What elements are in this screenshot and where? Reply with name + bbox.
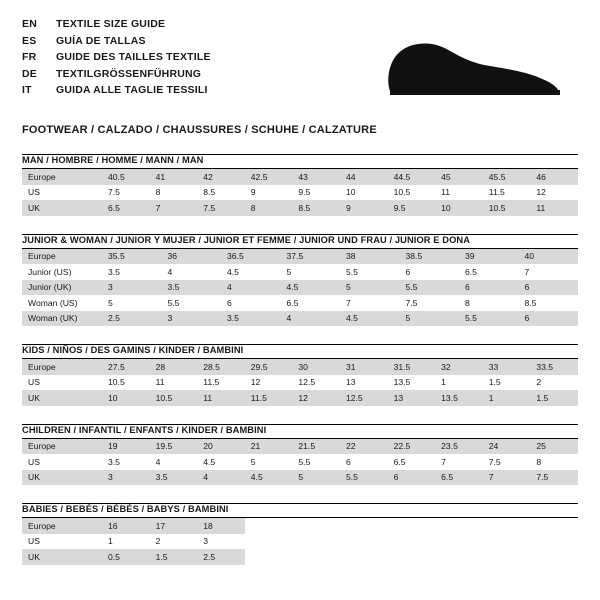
language-code: EN (22, 18, 37, 30)
cell: 43 (292, 169, 340, 185)
block-title: CHILDREN / INFANTIL / ENFANTS / KINDER / BAMBINI (22, 424, 267, 435)
row-label: Junior (US) (22, 264, 102, 280)
row-label: Europe (22, 518, 102, 534)
table-row (22, 200, 578, 216)
cell: 42.5 (245, 169, 293, 185)
cell: 4.5 (245, 470, 293, 486)
cell: 10 (435, 200, 483, 216)
cell: 6.5 (435, 470, 483, 486)
cell: 6 (400, 264, 460, 280)
cell: 41 (150, 169, 198, 185)
cell: 4.5 (197, 454, 245, 470)
cell: 3.5 (150, 470, 198, 486)
cell-empty (530, 534, 578, 550)
cell: 5.5 (459, 311, 519, 327)
cell: 7.5 (483, 454, 531, 470)
cell: 22 (340, 439, 388, 455)
cell: 1.5 (530, 390, 578, 406)
cell: 4.5 (281, 280, 341, 296)
cell: 29.5 (245, 359, 293, 375)
cell: 46 (530, 169, 578, 185)
cell-empty (435, 534, 483, 550)
cell: 44 (340, 169, 388, 185)
table-row (22, 249, 578, 265)
cell: 10 (102, 390, 150, 406)
cell: 27.5 (102, 359, 150, 375)
table-row (22, 534, 578, 550)
cell-empty (292, 534, 340, 550)
cell-empty (340, 518, 388, 534)
row-label: Europe (22, 249, 102, 265)
cell: 9 (245, 185, 293, 201)
cell: 5.5 (400, 280, 460, 296)
cell: 11.5 (197, 375, 245, 391)
cell: 8 (459, 295, 519, 311)
cell: 20 (197, 439, 245, 455)
table-row (22, 518, 578, 534)
cell: 8 (150, 185, 198, 201)
cell: 13.5 (435, 390, 483, 406)
cell: 11 (530, 200, 578, 216)
cell-empty (530, 549, 578, 565)
cell: 33 (483, 359, 531, 375)
cell: 10.5 (102, 375, 150, 391)
cell: 6.5 (459, 264, 519, 280)
cell: 4.5 (340, 311, 400, 327)
cell: 12 (292, 390, 340, 406)
category-title: FOOTWEAR / CALZADO / CHAUSSURES / SCHUHE / CALZATURE (22, 124, 377, 136)
cell: 28 (150, 359, 198, 375)
cell-empty (245, 534, 293, 550)
cell: 22.5 (388, 439, 436, 455)
cell: 4 (150, 454, 198, 470)
language-code: FR (22, 51, 37, 63)
cell: 5 (340, 280, 400, 296)
block-title: KIDS / NIÑOS / DES GAMINS / KINDER / BAMBINI (22, 345, 244, 355)
cell: 11.5 (245, 390, 293, 406)
size-table (22, 249, 578, 327)
size-block-man (22, 154, 578, 216)
cell: 4 (281, 311, 341, 327)
size-table (22, 439, 578, 486)
cell: 5 (245, 454, 293, 470)
cell-empty (245, 549, 293, 565)
table-row (22, 264, 578, 280)
language-title: GUIDE DES TAILLES TEXTILE (56, 51, 211, 63)
cell: 7 (340, 295, 400, 311)
table-row (22, 169, 578, 185)
cell-empty (388, 534, 436, 550)
cell: 8.5 (519, 295, 579, 311)
cell-empty (388, 549, 436, 565)
cell: 7.5 (102, 185, 150, 201)
cell: 6 (519, 280, 579, 296)
cell: 12 (245, 375, 293, 391)
cell: 8.5 (292, 200, 340, 216)
table-row (22, 549, 578, 565)
cell: 9 (340, 200, 388, 216)
size-block-junior-woman (22, 234, 578, 327)
cell-empty (245, 518, 293, 534)
cell-empty (483, 549, 531, 565)
cell: 3.5 (221, 311, 281, 327)
row-label: Europe (22, 439, 102, 455)
table-row (22, 470, 578, 486)
cell: 10.5 (483, 200, 531, 216)
cell: 3 (102, 280, 162, 296)
cell: 45 (435, 169, 483, 185)
table-row (22, 185, 578, 201)
size-block-children (22, 424, 578, 486)
cell: 6 (340, 454, 388, 470)
cell: 18 (197, 518, 245, 534)
cell: 3.5 (102, 264, 162, 280)
cell: 12 (530, 185, 578, 201)
cell: 2.5 (102, 311, 162, 327)
cell: 21.5 (292, 439, 340, 455)
cell: 7 (435, 454, 483, 470)
cell: 8.5 (197, 185, 245, 201)
cell: 45.5 (483, 169, 531, 185)
cell: 36.5 (221, 249, 281, 265)
cell: 11 (435, 185, 483, 201)
cell: 44.5 (388, 169, 436, 185)
cell-empty (340, 549, 388, 565)
row-label: US (22, 534, 102, 550)
cell: 1 (435, 375, 483, 391)
size-table (22, 169, 578, 216)
cell: 33.5 (530, 359, 578, 375)
table-row (22, 390, 578, 406)
language-code: ES (22, 34, 37, 47)
table-row (22, 295, 578, 311)
cell: 10.5 (388, 185, 436, 201)
cell: 5.5 (162, 295, 222, 311)
cell: 9.5 (292, 185, 340, 201)
cell: 7 (519, 264, 579, 280)
cell: 11 (150, 375, 198, 391)
cell-empty (292, 518, 340, 534)
cell: 23.5 (435, 439, 483, 455)
cell: 13.5 (388, 375, 436, 391)
cell: 10 (340, 185, 388, 201)
block-title: BABIES / BEBÉS / BÉBÉS / BABYS / BAMBINI (22, 504, 229, 514)
cell: 39 (459, 249, 519, 265)
cell: 6 (519, 311, 579, 327)
cell: 4.5 (221, 264, 281, 280)
cell: 7.5 (530, 470, 578, 486)
cell-empty (483, 518, 531, 534)
cell: 4 (162, 264, 222, 280)
cell: 35.5 (102, 249, 162, 265)
cell: 11.5 (483, 185, 531, 201)
cell: 2 (530, 375, 578, 391)
row-label: Europe (22, 169, 102, 185)
cell: 5 (102, 295, 162, 311)
cell: 7.5 (197, 200, 245, 216)
table-row (22, 439, 578, 455)
language-title: TEXTILGRÖSSENFÜHRUNG (56, 67, 202, 80)
cell: 1 (483, 390, 531, 406)
cell-empty (340, 534, 388, 550)
cell: 3.5 (162, 280, 222, 296)
cell: 16 (102, 518, 150, 534)
cell-empty (435, 549, 483, 565)
cell: 3 (102, 470, 150, 486)
row-label: Junior (UK) (22, 280, 102, 296)
size-table (22, 518, 578, 565)
cell: 32 (435, 359, 483, 375)
cell: 3 (162, 311, 222, 327)
cell: 7.5 (400, 295, 460, 311)
cell: 40 (519, 249, 579, 265)
cell: 6.5 (388, 454, 436, 470)
row-label: UK (22, 549, 102, 565)
language-title: GUÍA DE TALLAS (56, 34, 146, 47)
row-label: Woman (US) (22, 295, 102, 311)
cell-empty (530, 518, 578, 534)
cell: 12.5 (292, 375, 340, 391)
dress-shoe-icon (380, 24, 570, 104)
language-code: IT (22, 84, 32, 96)
table-row (22, 311, 578, 327)
row-label: UK (22, 200, 102, 216)
cell: 5.5 (292, 454, 340, 470)
cell: 10.5 (150, 390, 198, 406)
cell: 1 (102, 534, 150, 550)
table-row (22, 454, 578, 470)
cell: 7 (150, 200, 198, 216)
row-label: Europe (22, 359, 102, 375)
row-label: UK (22, 470, 102, 486)
cell: 24 (483, 439, 531, 455)
cell: 9.5 (388, 200, 436, 216)
cell: 21 (245, 439, 293, 455)
cell: 6.5 (281, 295, 341, 311)
cell: 13 (388, 390, 436, 406)
cell: 13 (340, 375, 388, 391)
cell: 5 (400, 311, 460, 327)
cell-empty (483, 534, 531, 550)
size-table (22, 359, 578, 406)
row-label: US (22, 454, 102, 470)
cell: 3 (197, 534, 245, 550)
page-header (22, 16, 578, 108)
row-label: Woman (UK) (22, 311, 102, 327)
cell: 6 (459, 280, 519, 296)
cell: 5 (292, 470, 340, 486)
cell: 6 (388, 470, 436, 486)
cell: 3.5 (102, 454, 150, 470)
cell: 30 (292, 359, 340, 375)
row-label: US (22, 375, 102, 391)
cell: 11 (197, 390, 245, 406)
cell: 6 (221, 295, 281, 311)
cell: 5 (281, 264, 341, 280)
cell: 12.5 (340, 390, 388, 406)
table-row (22, 375, 578, 391)
cell-empty (388, 518, 436, 534)
cell: 2 (150, 534, 198, 550)
cell: 8 (530, 454, 578, 470)
row-label: US (22, 185, 102, 201)
cell: 4 (197, 470, 245, 486)
block-title: MAN / HOMBRE / HOMME / MANN / MAN (22, 155, 204, 165)
cell: 4 (221, 280, 281, 296)
cell-empty (292, 549, 340, 565)
table-row (22, 280, 578, 296)
cell: 6.5 (102, 200, 150, 216)
cell: 0.5 (102, 549, 150, 565)
cell-empty (435, 518, 483, 534)
language-title: GUIDA ALLE TAGLIE TESSILI (56, 84, 208, 96)
cell: 8 (245, 200, 293, 216)
cell: 28.5 (197, 359, 245, 375)
cell: 38.5 (400, 249, 460, 265)
size-block-kids (22, 344, 578, 406)
cell: 19.5 (150, 439, 198, 455)
cell: 31 (340, 359, 388, 375)
cell: 7 (483, 470, 531, 486)
cell: 31.5 (388, 359, 436, 375)
cell: 17 (150, 518, 198, 534)
cell: 5.5 (340, 264, 400, 280)
cell: 1.5 (483, 375, 531, 391)
row-label: UK (22, 390, 102, 406)
cell: 19 (102, 439, 150, 455)
cell: 1.5 (150, 549, 198, 565)
cell: 40.5 (102, 169, 150, 185)
cell: 2.5 (197, 549, 245, 565)
size-block-babies (22, 503, 578, 565)
cell: 25 (530, 439, 578, 455)
cell: 5.5 (340, 470, 388, 486)
cell: 37.5 (281, 249, 341, 265)
cell: 36 (162, 249, 222, 265)
table-row (22, 359, 578, 375)
cell: 38 (340, 249, 400, 265)
cell: 42 (197, 169, 245, 185)
block-title: JUNIOR & WOMAN / JUNIOR Y MUJER / JUNIOR ET FEMME / JUNIOR UND FRAU / JUNIOR E DONA (22, 234, 471, 245)
language-code: DE (22, 67, 37, 80)
language-title: TEXTILE SIZE GUIDE (56, 18, 166, 30)
